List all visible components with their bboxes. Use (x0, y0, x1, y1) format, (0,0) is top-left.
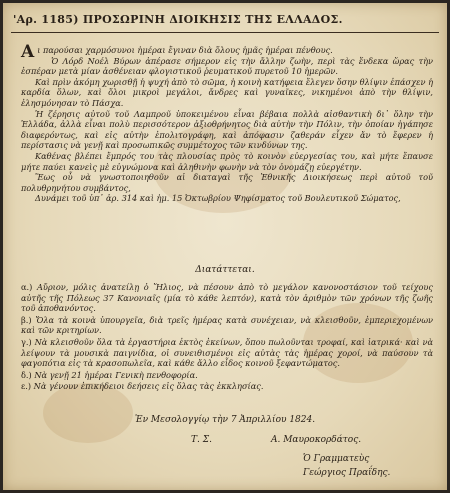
intro-paragraph: Αι παρούσαι χαρμόσυνοι ἡμέραι ἔγιναν διὰ ὅλους ἡμᾶς ἡμέραι πένθους. (21, 42, 333, 62)
article-item: δ.) Νὰ γενῇ 21 ἡμέραι Γενικὴ πενθοφορία. (21, 369, 198, 380)
article-item: α.) Αὔριον, μόλις ἀνατείλῃ ὁ Ἥλιος, νὰ πέσουν ἀπὸ τὸ μεγάλον κανονοστάσιον τοῦ τείχους αὐτῆς τῆς Πόλεως 37 Κανονιαῖς (μία τὸ κάθε λεπτόν), κατὰ τὸν ἀριθμὸν τῶν χρόνων τῆς ζωῆς τοῦ ἀποθανόντος. (21, 282, 433, 314)
decree-heading: Διατάττεται. (195, 265, 255, 275)
intro-paragraph: Καὶ πρὶν ἀκόμη χωρισθῇ ἡ ψυχή ἀπὸ τὸ σῶμα, ἡ κοινὴ κατήφεια ἔλεγεν ὅσην θλίψιν ἐπάσχεν ἡ καρδία ὅλων, καὶ ὅλοι μικροὶ μεγάλοι, ἄνδρες καὶ γυναῖκες, νικημένοι ἀπὸ τὴν θλίψιν, ἐλησμόνησαν τὸ Πάσχα. (21, 76, 433, 108)
intro-paragraph: Καθένας βλέπει ἔμπρός του τὰς πλουσίας πρὸς τὸ κοινὸν εὐεργεσίας του, καὶ μήτε ἔπαυσε μήτε παύει κανεὶς μὲ εὐγνώμονα καὶ ἀληθινὴν φωνὴν νὰ τὸν ὀνομάζῃ εὐεργέτην. (21, 150, 433, 172)
proclamation-sheet (3, 3, 447, 490)
intro-paragraph: Ὁ Λόρδ Νοέλ Βύρων ἀπέρασε σήμερον εἰς τὴν ἄλλην ζωὴν, περὶ τὰς ἕνδεκα ὥρας τὴν ἑσπέραν μετὰ μίαν ἀσθένειαν φλογιστικοῦ ῥευματικοῦ πυρετοῦ 10 ἡμερῶν. (21, 55, 433, 77)
secretary-name: Γεώργιος Πραΐδης. (303, 468, 391, 478)
secretary-title: Ὁ Γραμματεὺς (303, 454, 370, 464)
title-rule (11, 32, 439, 33)
seal-mark: Τ. Σ. (191, 435, 212, 445)
intro-paragraph: Δυνάμει τοῦ ὑπ᾽ ἀρ. 314 καὶ ἡμ. 15 Ὀκτωβρίου Ψηφίσματος τοῦ Βουλευτικοῦ Σώματος, (35, 193, 401, 204)
article-item: γ.) Νὰ κλεισθοῦν ὅλα τὰ ἐργαστήρια ἐκτὸς ἐκείνων, ὅπου πωλοῦνται τροφαί, καὶ ἰατρικά· καὶ νὰ λείψουν τὰ μουσικὰ παιγνίδια, οἱ συνειθισμένοι εἰς αὐτὰς τὰς ἡμέρας χοροί, νὰ παύσουν τὰ φαγοπότια εἰς τὰ κρασοπωλεῖα, καὶ κάθε ἄλλο εἶδος κοινοῦ ξεφαντώματος. (21, 336, 433, 369)
article-item: β.) Ὅλα τὰ κοινὰ ὑπουργεῖα, διὰ τρεῖς ἡμέρας κατὰ συνέχειαν, νὰ κλεισθοῦν, ἐμπεριεχομένων καὶ τῶν κριτηρίων. (21, 314, 433, 336)
dropcap-letter: Α (21, 42, 35, 62)
intro-paragraph: Ἕως οὗ νὰ γνωστοποιηθοῦν αἱ διαταγαὶ τῆς Ἐθνικῆς Διοικήσεως περὶ αὐτοῦ τοῦ πολυθρηνήτου συμβάντος, (21, 172, 433, 193)
articles-list (21, 282, 433, 393)
document-title: 'Αρ. 1185) ΠΡΟΣΩΡΙΝΗ ΔΙΟΙΚΗΣΙΣ ΤΗΣ ΕΛΛΑΔΟΣ. (13, 13, 343, 26)
intro-text (21, 42, 433, 204)
signer-name: Α. Μαυροκορδάτος. (271, 435, 362, 445)
article-item: ε.) Νὰ γένουν ἐπικήδειοι δεήσεις εἰς ὅλας τὰς ἐκκλησίας. (21, 381, 264, 392)
date-line: Ἐν Μεσολογγίῳ τὴν 7 Ἀπριλλίου 1824. (134, 415, 316, 425)
intro-paragraph: Ἡ ζέρησις αὐτοῦ τοῦ Λαμπροῦ ὑποκειμένου εἶναι βέβαια πολλὰ αἰσθαντικὴ δι᾽ ὅλην τὴν Ἑλλάδα, ἀλλὰ εἶναι πολὺ περισσότερον ἀξιοθρήνητος διὰ αὐτὴν τὴν Πόλιν, τὴν ὁποίαν ἠγάπησε διαφερόντως, καὶ εἰς αὐτὴν ἐπολιτογράφη, καὶ ἀπόφασιν ζαθεράν εἶχεν ἄν τὸ ἔφερεν ἡ περίστασις νὰ γενῇ καὶ προσωπικῶς συμμέτοχος τῶν κινδύνων της. (21, 108, 433, 151)
